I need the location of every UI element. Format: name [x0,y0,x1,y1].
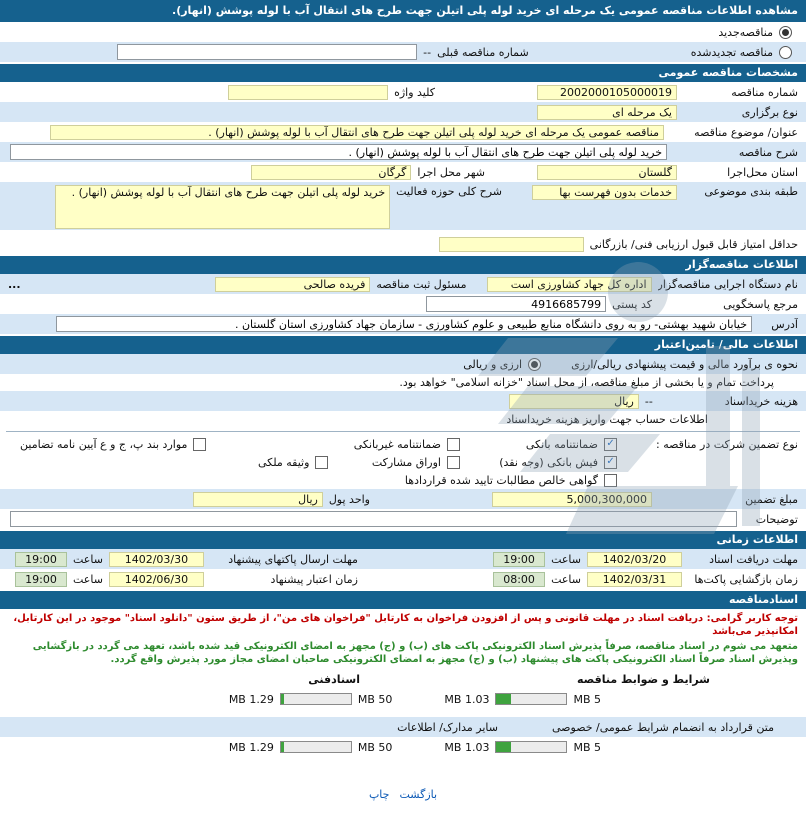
option-bylaw-items: موارد بند پ، ج و ع آیین نامه تضامین [20,437,188,451]
account-info-row [0,411,806,428]
option-nonbank-guarantee: ضمانتنامه غیربانکی [353,437,441,451]
doc-fee-label: هزینه خریداسناد [724,394,798,408]
section-general-title: مشخصات مناقصه عمومی [0,64,806,82]
option-bank-guarantee: ضمانتنامه بانکی [525,437,598,451]
description-row [0,142,806,162]
electronic-signature-commitment-text: متعهد می شوم در اسناد مناقصه، صرفاً پذیرش اسناد الکترونیکی پاکت های (ب) و (ج) مجهز به امضای الکترونیکی قید شده باشد، تعهد می گردد در بازگشایی وپذیرش اسناد صرفاً اسناد الکترونیکی پاکت های پیشنهاد (ب) و (ج) مجهز به امضای الکترونیکی صاحبان امضای مجاز مورد پذیرش واقع گردد. [32,641,798,665]
description-label: شرح مناقصه [738,145,798,159]
guarantee-type-label: نوع تضمین شرکت در مناقصه : [656,437,798,451]
treasury-note-row [0,374,806,391]
new-tender-label: مناقصه‌جدید [718,25,773,39]
section-timing-title: اطلاعات زمانی [0,531,806,549]
doc-fee-row [0,391,806,411]
contract-total-size: 5 MB [573,740,601,754]
checkbox-property-collateral[interactable] [315,456,328,469]
guarantee-amount-label: مبلغ تضمین [745,492,798,506]
guarantee-type-row-1 [0,435,806,453]
envelope-opening-time: 08:00 [493,572,545,587]
offer-submit-deadline-date: 1402/03/30 [109,552,204,567]
envelope-opening-label: زمان بازگشایی پاکت‌ها [694,572,798,586]
hour-label: ساعت [73,552,103,566]
terms-upload-progress [495,693,567,705]
postal-input[interactable] [426,296,606,312]
hour-label: ساعت [551,572,581,586]
agency-field: اداره کل جهاد کشاورزی است [487,277,652,292]
contract-text-doc-label: متن قرارداد به انضمام شرایط عمومی/ خصوصی [552,720,774,734]
tender-number-row [0,82,806,102]
estimate-currency-radio[interactable] [528,358,541,371]
checkbox-bank-guarantee[interactable] [604,438,617,451]
checkbox-participation-bonds[interactable] [447,456,460,469]
category-label: طبقه بندی موضوعی [704,185,798,198]
doc-receipt-deadline-label: مهلت دریافت اسناد [709,552,798,566]
offer-validity-label: زمان اعتبار پیشنهاد [270,572,358,586]
section-financial-title: اطلاعات مالی/ تامین‌اعتبار [0,336,806,354]
activity-label: شرح کلی حوزه فعالیت [396,185,502,198]
option-bank-receipt: فیش بانکی (وجه نقد) [499,455,598,469]
description-input[interactable] [10,144,667,160]
contract-used-size: 1.03 MB [444,740,490,754]
back-link[interactable]: بازگشت [399,788,438,801]
option-participation-bonds: اوراق مشارکت [371,455,441,469]
postal-row [0,294,806,314]
print-link[interactable]: چاپ [368,788,390,801]
doc-receipt-deadline-time: 19:00 [493,552,545,567]
guarantee-amount-field: 5,000,300,000 [492,492,652,507]
notes-input[interactable] [10,511,737,527]
offer-validity-time: 19:00 [15,572,67,587]
category-row [0,182,806,230]
min-score-label: حداقل امتیاز قابل قبول ارزیابی فنی/ بازرگانی [589,237,798,251]
min-score-row [0,234,806,254]
treasury-note: پرداخت تمام و یا بخشی از مبلغ مناقصه، از محل اسناد "خزانه اسلامی" خواهد بود. [399,376,774,389]
prev-tender-number-input[interactable] [117,44,417,60]
section-employer-title: اطلاعات مناقصه‌گزار [0,256,806,274]
holding-type-row [0,102,806,122]
hour-label: ساعت [551,552,581,566]
holding-type-label: نوع برگزاری [741,105,798,119]
hour-label: ساعت [73,572,103,586]
divider [6,431,800,432]
subject-row [0,122,806,142]
offer-submit-deadline-time: 19:00 [15,552,67,567]
activity-field: خرید لوله پلی اتیلن جهت طرح های انتقال آب با لوله پوشش (انهار) . [55,185,390,229]
technical-upload-progress [280,693,352,705]
city-field: گرگان [251,165,411,180]
registrar-label: مسئول ثبت مناقصه [376,277,467,291]
doc-receipt-deadline-date: 1402/03/20 [587,552,682,567]
subject-field: مناقصه عمومی یک مرحله ای خرید لوله پلی اتیلن جهت طرح های انتقال آب با لوله پوشش (انهار) . [50,125,664,140]
doc-fee-value: -- [644,394,653,408]
offer-submit-deadline-label: مهلت ارسال پاکتهای پیشنهاد [228,552,358,566]
new-tender-radio[interactable] [779,26,792,39]
contract-upload-progress [495,741,567,753]
postal-label: کد پستی [612,297,652,311]
account-info-label: اطلاعات حساب جهت واریز هزینه خریداسناد [506,413,708,426]
doc-fee-unit-field: ریال [509,394,639,409]
renewed-tender-radio[interactable] [779,46,792,59]
address-label: آدرس [771,317,798,331]
estimate-option-label: ارزی و ریالی [463,357,523,371]
category-field: خدمات بدون فهرست بها [532,185,677,200]
subject-label: عنوان/ موضوع مناقصه [694,125,798,139]
currency-label: واحد پول [328,492,370,506]
holding-type-field: یک مرحله ای [537,105,677,120]
agency-row [0,274,806,294]
more-button[interactable]: ... [8,277,21,291]
footer-actions [0,784,806,817]
checkbox-approved-claims[interactable] [604,474,617,487]
location-row [0,162,806,182]
offer-validity-date: 1402/06/30 [109,572,204,587]
address-row [0,314,806,334]
other-used-size: 1.29 MB [228,740,274,754]
other-docs-label: سایر مدارک/ اطلاعات [397,720,498,734]
page-title: مشاهده اطلاعات مناقصه عمومی یک مرحله ای خرید لوله پلی اتیلن جهت طرح های انتقال آب با لوله پوشش (انهار). [0,0,806,22]
min-score-field [439,237,584,252]
tender-new-row [0,22,806,42]
checkbox-bank-receipt[interactable] [604,456,617,469]
notes-row [0,509,806,529]
option-property-collateral: وثیقه ملکی [258,455,310,469]
envelope-opening-date: 1402/03/31 [587,572,682,587]
estimate-label: نحوه ی برآورد مالی و قیمت پیشنهادی ریالی/ارزی [571,357,798,371]
guarantee-amount-row [0,489,806,509]
prev-tender-number-value: -- [423,45,432,59]
province-label: استان محل‌اجرا [727,165,798,179]
doc-group-1-labels [0,669,806,689]
doc-group-2-labels [0,717,806,737]
registrar-field: فریده صالحی [215,277,370,292]
checkbox-bylaw-items[interactable] [193,438,206,451]
terms-total-size: 5 MB [573,692,601,706]
currency-field: ریال [193,492,323,507]
tender-number-label: شماره مناقصه [731,85,798,99]
checkbox-nonbank-guarantee[interactable] [447,438,460,451]
timing-row-2 [0,569,806,589]
technical-docs-label: اسنادفنی [308,672,360,686]
province-field: گلستان [537,165,677,180]
renewed-tender-label: مناقصه تجدیدشده [690,45,773,59]
doc-group-1-capacity [0,689,806,709]
technical-total-size: 50 MB [357,692,393,706]
timing-row-1 [0,549,806,569]
address-input[interactable] [56,316,752,332]
prev-tender-number-label: شماره مناقصه قبلی [437,45,529,59]
technical-used-size: 1.29 MB [228,692,274,706]
agency-label: نام دستگاه اجرایی مناقصه‌گزار [657,277,798,291]
responder-label: مرجع پاسخگویی [723,297,798,311]
terms-used-size: 1.03 MB [444,692,490,706]
doc-group-2-capacity [0,737,806,757]
other-total-size: 50 MB [357,740,393,754]
option-approved-claims: گواهی خالص مطالبات تایید شده قراردادها [404,473,598,487]
keyword-field [228,85,388,100]
notes-label: توضیحات [755,512,798,526]
tender-renewed-row [0,42,806,62]
guarantee-type-row-3 [0,471,806,489]
guarantee-type-row-2 [0,453,806,471]
estimate-row [0,354,806,374]
gap [0,757,806,784]
keyword-label: کلید واژه [394,85,435,99]
tender-number-field: 2002000105000019 [537,85,677,100]
city-label: شهر محل اجرا [417,165,485,179]
other-upload-progress [280,741,352,753]
documents-warning-text: توجه کاربر گرامی: دریافت اسناد در مهلت قانونی و پس از افزودن فراخوان به کارتابل "فراخوان های من"، از طریق ستون "دانلود اسناد" موجود در این کارتابل، امکانپذیر می‌باشد [13,613,798,637]
tender-terms-doc-label: شرایط و ضوابط مناقصه [576,672,710,686]
section-documents-title: اسنادمناقصه [0,591,806,609]
